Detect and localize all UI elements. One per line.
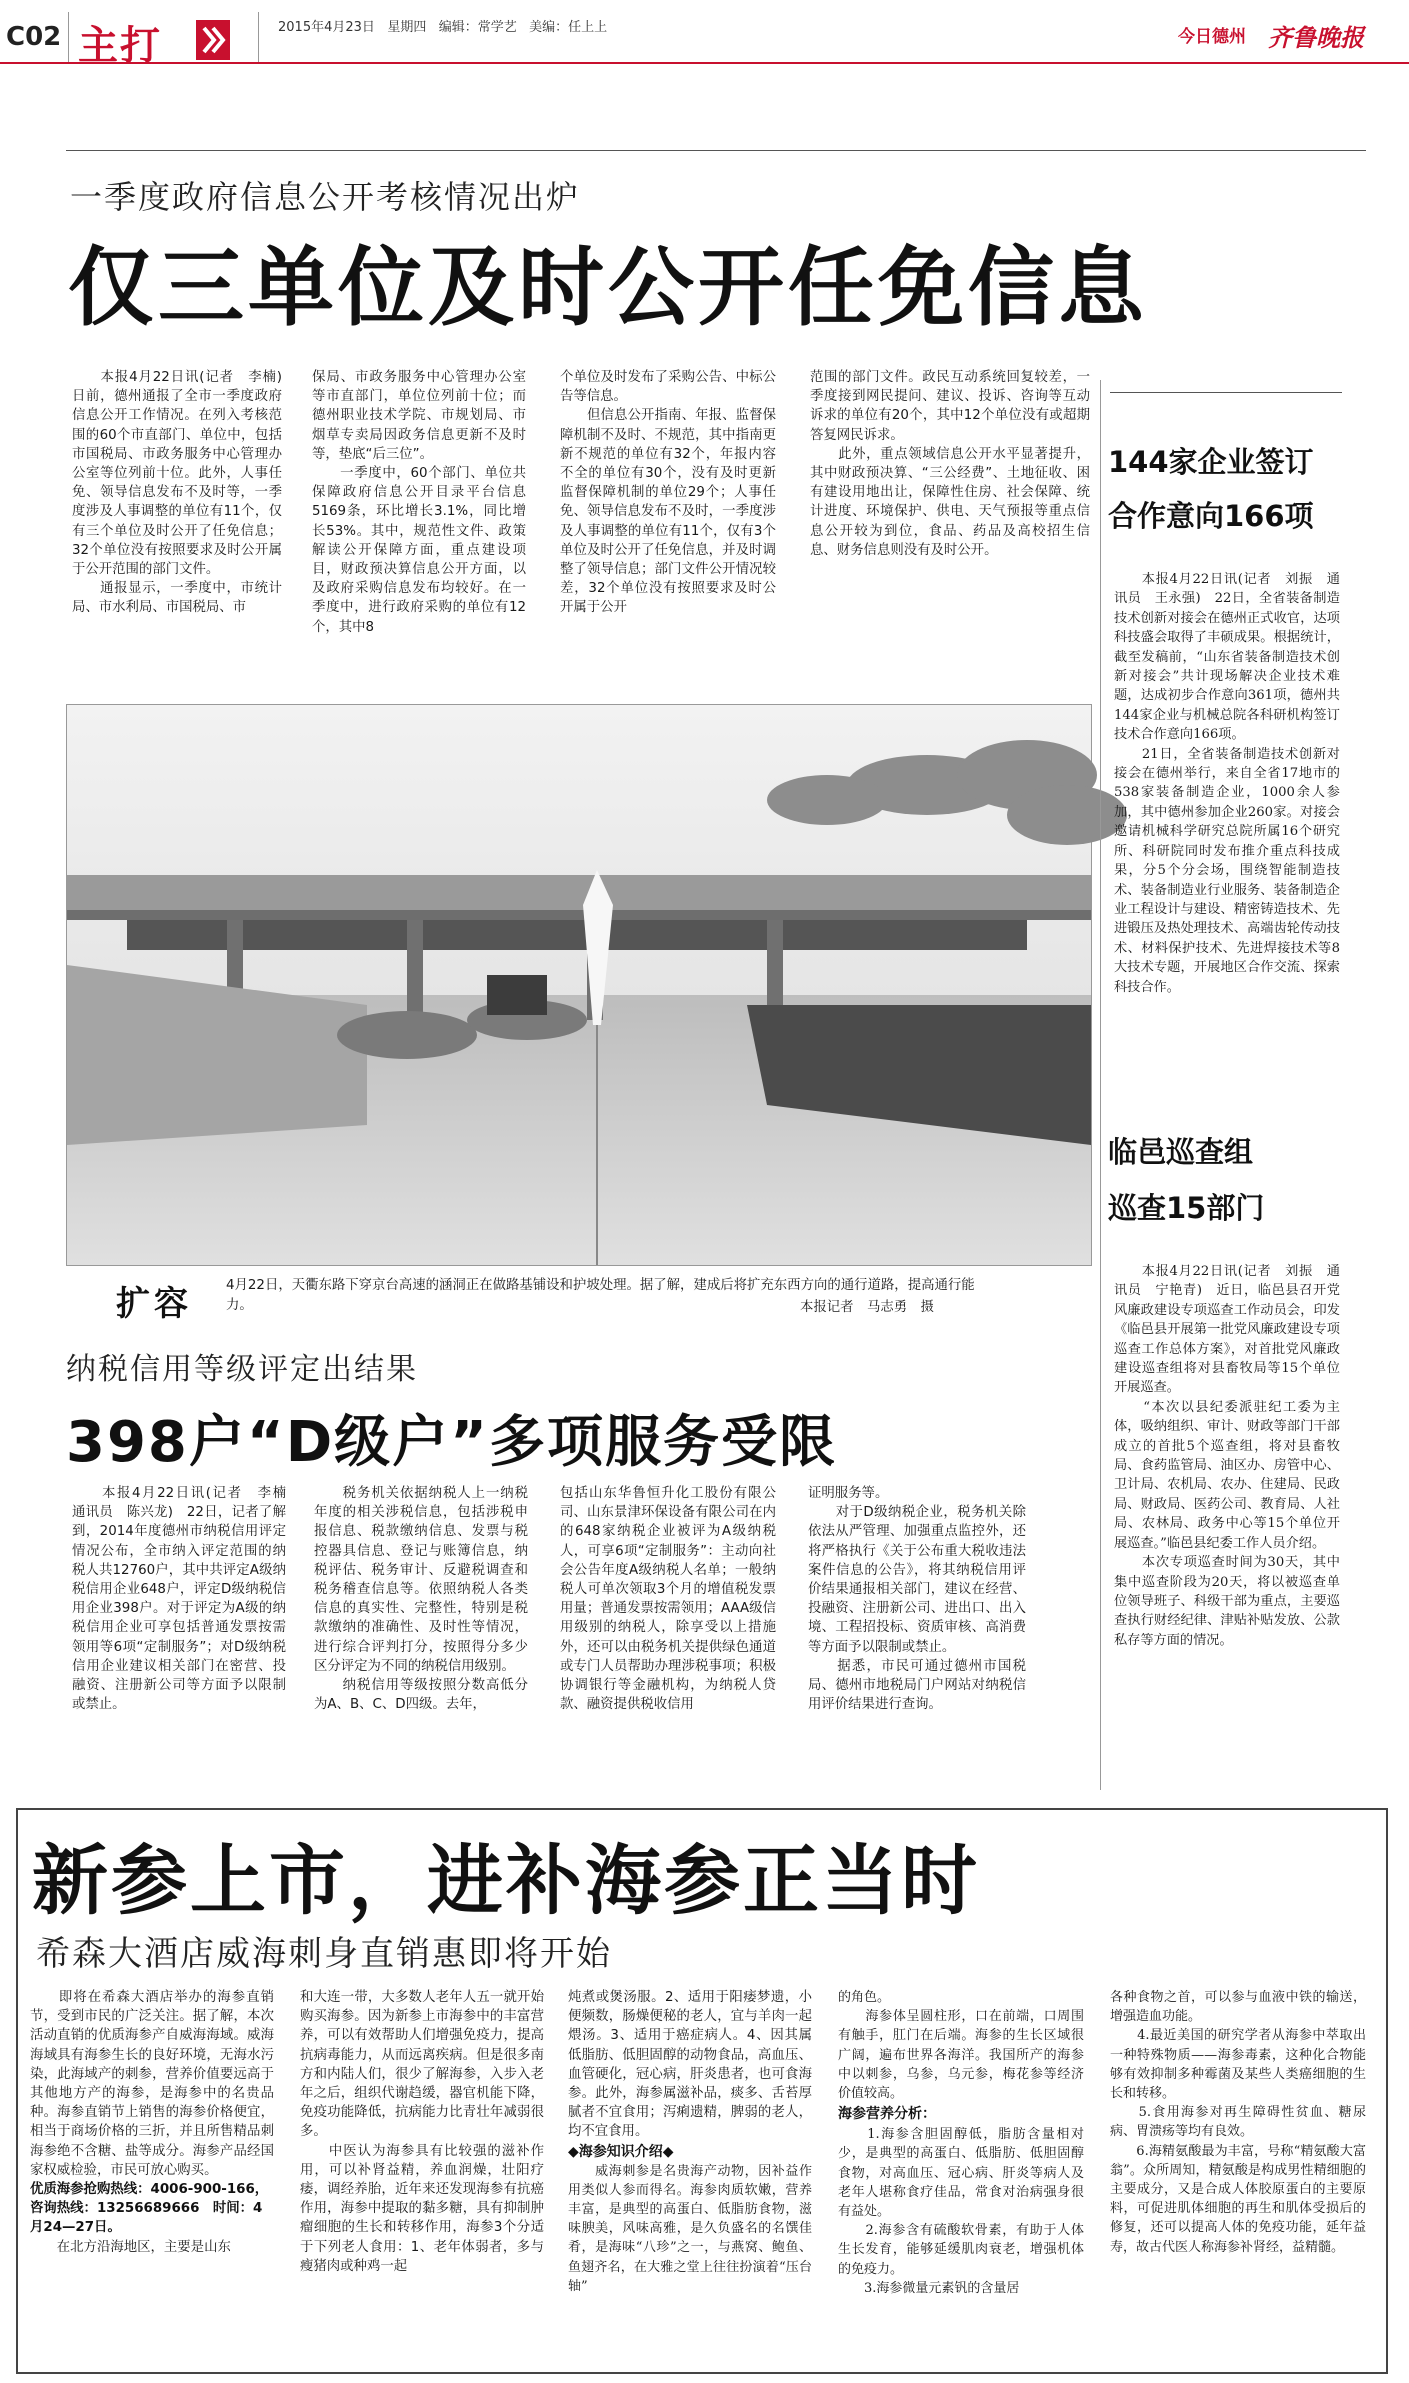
header-rule	[0, 62, 1409, 64]
header-divider-2	[258, 12, 259, 62]
article2-col4: 证明服务等。 对于D级纳税企业，税务机关除依法从严管理、加强重点监控外，还将严格执行《关于公布重大税收违法案件信息的公告》，将其纳税信用评价结果通报相关部门，建议在经营、投融资、注册新公司、进出口、出入境、工程招投标、资质审核、高消费等方面予以限制或禁止。 据悉，市民可通过德州市国税局、德州市地税局门户网站对纳税信用评价结果进行查询。	[808, 1486, 1026, 1713]
sidebar2-body: 本报4月22日讯(记者 刘振 通讯员 宁艳青) 近日，临邑县召开党风廉政建设专项巡查工作动员会，印发《临邑县开展第一批党风廉政建设专项巡查工作总体方案》，对首批党风廉政建设巡查组将对县畜牧局等15个单位开展巡查。 “本次以县纪委派驻纪工委为主体，吸纳组织、审计、财政等部门干部成立的首批5个巡查组，将对县畜牧局、食药监管局、油区办、房管中心、卫计局、农机局、农办、住建局、民政局、财政局、医药公司、教育局、人社局、农林局、政务中心等15个单位开展巡查。”临邑县纪委工作人员介绍。 本次专项巡查时间为30天，其中集中巡查阶段为20天，将以被巡查单位领导班子、科级干部为重点，主要巡查执行财经纪律、津贴补贴发放、公款私存等方面的情况。	[1114, 1264, 1340, 1648]
sidebar2-headline-1: 临邑巡查组	[1108, 1135, 1254, 1169]
ad-hotline: 优质海参抢购热线：4006-900-166，咨询热线：13256689666 时间：4月24—27日。	[30, 2182, 269, 2236]
article1-col3: 个单位及时发布了采购公告、中标公告等信息。 但信息公开指南、年报、监督保障机制不及时、不规范，其中指南更新不规范的单位有32个，年报内容不全的单位有30个，没有及时更新监督保障机制的单位29个；人事任免、领导信息发布不及时，一季度涉及人事调整的单位有11个，仅有3个单位及时公开了任免信息，并及时调整了领导信息；部门文件公开情况较差，32个单位没有按照要求及时公开属于公开	[560, 370, 776, 616]
article2-col2: 税务机关依据纳税人上一纳税年度的相关涉税信息，包括涉税申报信息、税款缴纳信息、发票与税控器具信息、登记与账簿信息，纳税评估、税务审计、反避税调查和税务稽查信息等。依照纳税人各类信息的真实性、完整性，特别是税款缴纳的准确性、及时性等情况，进行综合评判打分，按照得分多少区分评定为不同的纳税信用级别。 纳税信用等级按照分数高低分为A、B、C、D四级。去年，	[314, 1486, 528, 1713]
photo-credit: 本报记者 马志勇 摄	[800, 1300, 934, 1315]
photo-caption: 4月22日，天衢东路下穿京台高速的涵洞正在做路基铺设和护坡处理。据了解，建成后将扩充东西方向的通行道路，提高通行能力。	[226, 1278, 975, 1313]
ad-col3-tail: 威海刺参是名贵海产动物，因补益作用类似人参而得名。海参肉质软嫩，营养丰富，是典型的高蛋白、低脂肪食物，滋味腴美，风味高雅，是久负盛名的名馔佳肴，是海味“八珍”之一，与燕窝、鲍鱼、鱼翅齐名，在大雅之堂上往往扮演着“压台轴”	[568, 2163, 812, 2294]
ad-col2: 和大连一带，大多数人老年人五一就开始购买海参。因为新参上市海参中的丰富营养，可以有效帮助人们增强免疫力，提高抗病毒能力，从而远离疾病。但是很多南方和内陆人们，很少了解海参，入步入老年之后，组织代谢趋缓，器官机能下降，免疫功能降低，抗病能力比青壮年减弱很多。 中医认为海参具有比较强的滋补作用，可以补肾益精，养血润燥，壮阳疗痿，调经养胎，近年来还发现海参有抗癌作用，海参中提取的黏多糖，具有抑制肿瘤细胞的生长和转移作用，海参3个分适于下列老人食用：1、老年体弱者，多与瘦猪肉或种鸡一起	[300, 1990, 544, 2274]
ad-col3-section: ◆海参知识介绍◆	[568, 2143, 674, 2160]
paper-logo: 齐鲁晚报	[1268, 23, 1364, 52]
article2-col3: 包括山东华鲁恒升化工股份有限公司、山东景津环保设备有限公司在内的648家纳税企业被评为A级纳税人，可享6项“定制服务”：主动向社会公告年度A级纳税人名单；一般纳税人可单次领取3个月的增值税发票用量；普通发票按需领用；AAA级信用级别的纳税人，除享受以上措施外，还可以由税务机关提供绿色通道或专门人员帮助办理涉税事项；积极协调银行等金融机构，为纳税人贷款、融资提供税收信用	[560, 1486, 776, 1713]
column-name: 今日德州	[1178, 27, 1246, 47]
article1-kicker: 一季度政府信息公开考核情况出炉	[70, 178, 581, 216]
ad-col1-text: 即将在希森大酒店举办的海参直销节，受到市民的广泛关注。据了解，本次活动直销的优质海参产自威海海域。威海海域具有海参生长的良好环境，无海水污染，此海域产的刺参，营养价值要远高于其他地方产的海参，是海参中的名贵品种。海参直销节上销售的海参价格便宜，相当于商场价格的三折，并且所售精品刺海参绝不含糖、盐等成分。海参产品经国家权威检验，市民可放心购买。	[30, 1990, 274, 2178]
news-photo	[66, 704, 1092, 1266]
article2-kicker: 纳税信用等级评定出结果	[66, 1352, 418, 1387]
editor: 编辑：常学艺	[438, 20, 517, 35]
sidebar1-top-rule	[1110, 392, 1342, 393]
sidebar-divider	[1100, 380, 1101, 1790]
ad-col4-text: 的角色。 海参体呈圆柱形，口在前端，口周围有触手，肛门在后端。海参的生长区域很广阔，遍布世界各海洋。我国所产的海参中以刺参，乌参，乌元参，梅花参等经济价值较高。	[838, 1990, 1084, 2102]
ad-col3	[568, 1988, 812, 2368]
designer: 美编：任上上	[529, 20, 608, 35]
ad-col4	[838, 1988, 1084, 2368]
article1-headline: 仅三单位及时公开任免信息	[68, 238, 1148, 338]
article1-col2: 保局、市政务服务中心管理办公室等市直部门，单位位列前十位；而德州职业技术学院、市规划局、市烟草专卖局因政务信息更新不及时等，垫底“后三位”。 一季度中，60个部门、单位共保障政府信息公开目录平台信息5169条，环比增长3.1%，同比增长53%。其中，规范性文件、政策解读公开保障方面，重点建设项目，财政预决算信息公开方面，以及政府采购信息发布均较好。在一季度中，进行政府采购的单位有12个，其中8	[312, 370, 526, 635]
issue-date: 2015年4月23日	[278, 20, 375, 35]
article1-col4: 范围的部门文件。政民互动系统回复较差，一季度接到网民提问、建议、投诉、咨询等互动诉求的单位有20个，其中12个单位没有或超期答复网民诉求。 此外，重点领域信息公开水平显著提升，其中财政预决算、“三公经费”、土地征收、困有建设用地出让，保障性住房、社会保障、统计进度、环境保护、供电、天气预报等重点信息公开较为到位，食品、药品及高校招生信息、财务信息则没有及时公开。	[810, 370, 1090, 558]
photo-title: 扩容	[116, 1284, 192, 1324]
sidebar1-headline-1: 144家企业签订	[1108, 445, 1314, 479]
ad-col4-section: 海参营养分析：	[838, 2106, 936, 2123]
sidebar2-headline-2: 巡查15部门	[1108, 1191, 1265, 1225]
header-meta	[278, 16, 607, 35]
ad-col3-text: 炖煮或煲汤服。2、适用于阳痿梦遗，小便频数，肠燥便秘的老人，宜与羊肉一起煨汤。3、适用于癌症病人。4、因其属低脂肪、低胆固醇的动物食品，高血压、血管硬化，冠心病，肝炎患者，也可食海参。此外，海参属滋补品，痰多、舌苔厚腻者不宜食用；泻痢遗精，脾弱的老人，均不宜食用。	[568, 1990, 812, 2140]
ad-subheadline: 希森大酒店威海刺身直销惠即将开始	[36, 1934, 612, 1974]
ad-col1-tail: 在北方沿海地区，主要是山东	[30, 2239, 231, 2255]
section-name: 主打	[78, 23, 162, 69]
chevron-icon	[196, 20, 230, 60]
article1-col1: 本报4月22日讯(记者 李楠) 日前，德州通报了全市一季度政府信息公开工作情况。在列入考核范围的60个市直部门、单位中，包括市国税局、市政务服务中心管理办公室等位列前十位。此外，人事任免、领导信息发布不及时等，一季度涉及人事调整的单位有11个，仅有三个单位及时公开了任免信息；32个单位没有按照要求及时公开属于公开范围的部门文件。 通报显示，一季度中，市统计局、市水利局、市国税局、市	[72, 370, 282, 616]
page-number: C02	[6, 22, 62, 52]
ad-col5: 各种食物之首，可以参与血液中铁的输送，增强造血功能。 4.最近美国的研究学者从海参中萃取出一种特殊物质——海参毒素，这种化合物能够有效抑制多种霉菌及某些人类癌细胞的生长和转移。 5.食用海参对再生障碍性贫血、糖尿病、胃溃疡等均有良效。 6.海精氨酸最为丰富，号称“精氨酸大富翁”。众所周知，精氨酸是构成男性精细胞的主要成分，又是合成人体胶原蛋白的主要原料，可促进肌体细胞的再生和肌体受损后的修复，还可以提高人体的免疫功能，延年益寿，故古代医人称海参补肾经，益精髓。	[1110, 1990, 1366, 2255]
header-divider	[68, 12, 69, 62]
weekday: 星期四	[387, 20, 427, 35]
ad-col1	[30, 1988, 274, 2368]
ad-col4-tail: 1.海参含胆固醇低，脂肪含量相对少，是典型的高蛋白、低脂肪、低胆固醇食物，对高血压、冠心病、肝炎等病人及老年人堪称食疗佳品，常食对治病强身很有益处。 2.海参含有硫酸软骨素，有助于人体生长发育，能够延缓肌肉衰老，增强机体的免疫力。 3.海参微量元素钒的含量居	[838, 2127, 1084, 2296]
article2-col1: 本报4月22日讯(记者 李楠 通讯员 陈兴龙) 22日，记者了解到，2014年度德州市纳税信用评定情况公布，全市纳入评定范围的纳税人共12760户，其中共评定A级纳税信用企业648户，评定D级纳税信用企业398户。对于评定为A级的纳税信用企业可享包括普通发票按需领用等6项“定制服务”；对D级纳税信用企业建议相关部门在密营、投融资、注册新公司等方面予以限制或禁止。	[72, 1486, 300, 1713]
article1-top-rule	[66, 150, 1366, 151]
sidebar1-headline-2: 合作意向166项	[1108, 499, 1314, 533]
ad-headline: 新参上市，进补海参正当时	[32, 1836, 980, 1925]
article2-headline: 398户“D级户”多项服务受限	[66, 1410, 837, 1475]
sidebar1-body: 本报4月22日讯(记者 刘振 通讯员 王永强) 22日，全省装备制造技术创新对接会在德州正式收官，达项科技盛会取得了丰硕成果。根据统计，截至发稿前，“山东省装备制造技术创新对接会”共计现场解决企业技术难题，达成初步合作意向361项，德州共144家企业与机械总院各科研机构签订技术合作意向166项。 21日，全省装备制造技术创新对接会在德州举行，来自全省17地市的538家装备制造企业，1000余人参加，其中德州参加企业260家。对接会邀请机械科学研究总院所属16个研究所、科研院同时发布推介重点科技成果，分5个分会场，围绕智能制造技术、装备制造业行业服务、装备制造企业工程设计与建设、精密铸造技术、先进锻压及热处理技术、高端齿轮传动技术、材料保护技术、先进焊接技术等8大技术专题，开展地区合作交流、探索科技合作。	[1114, 572, 1340, 995]
